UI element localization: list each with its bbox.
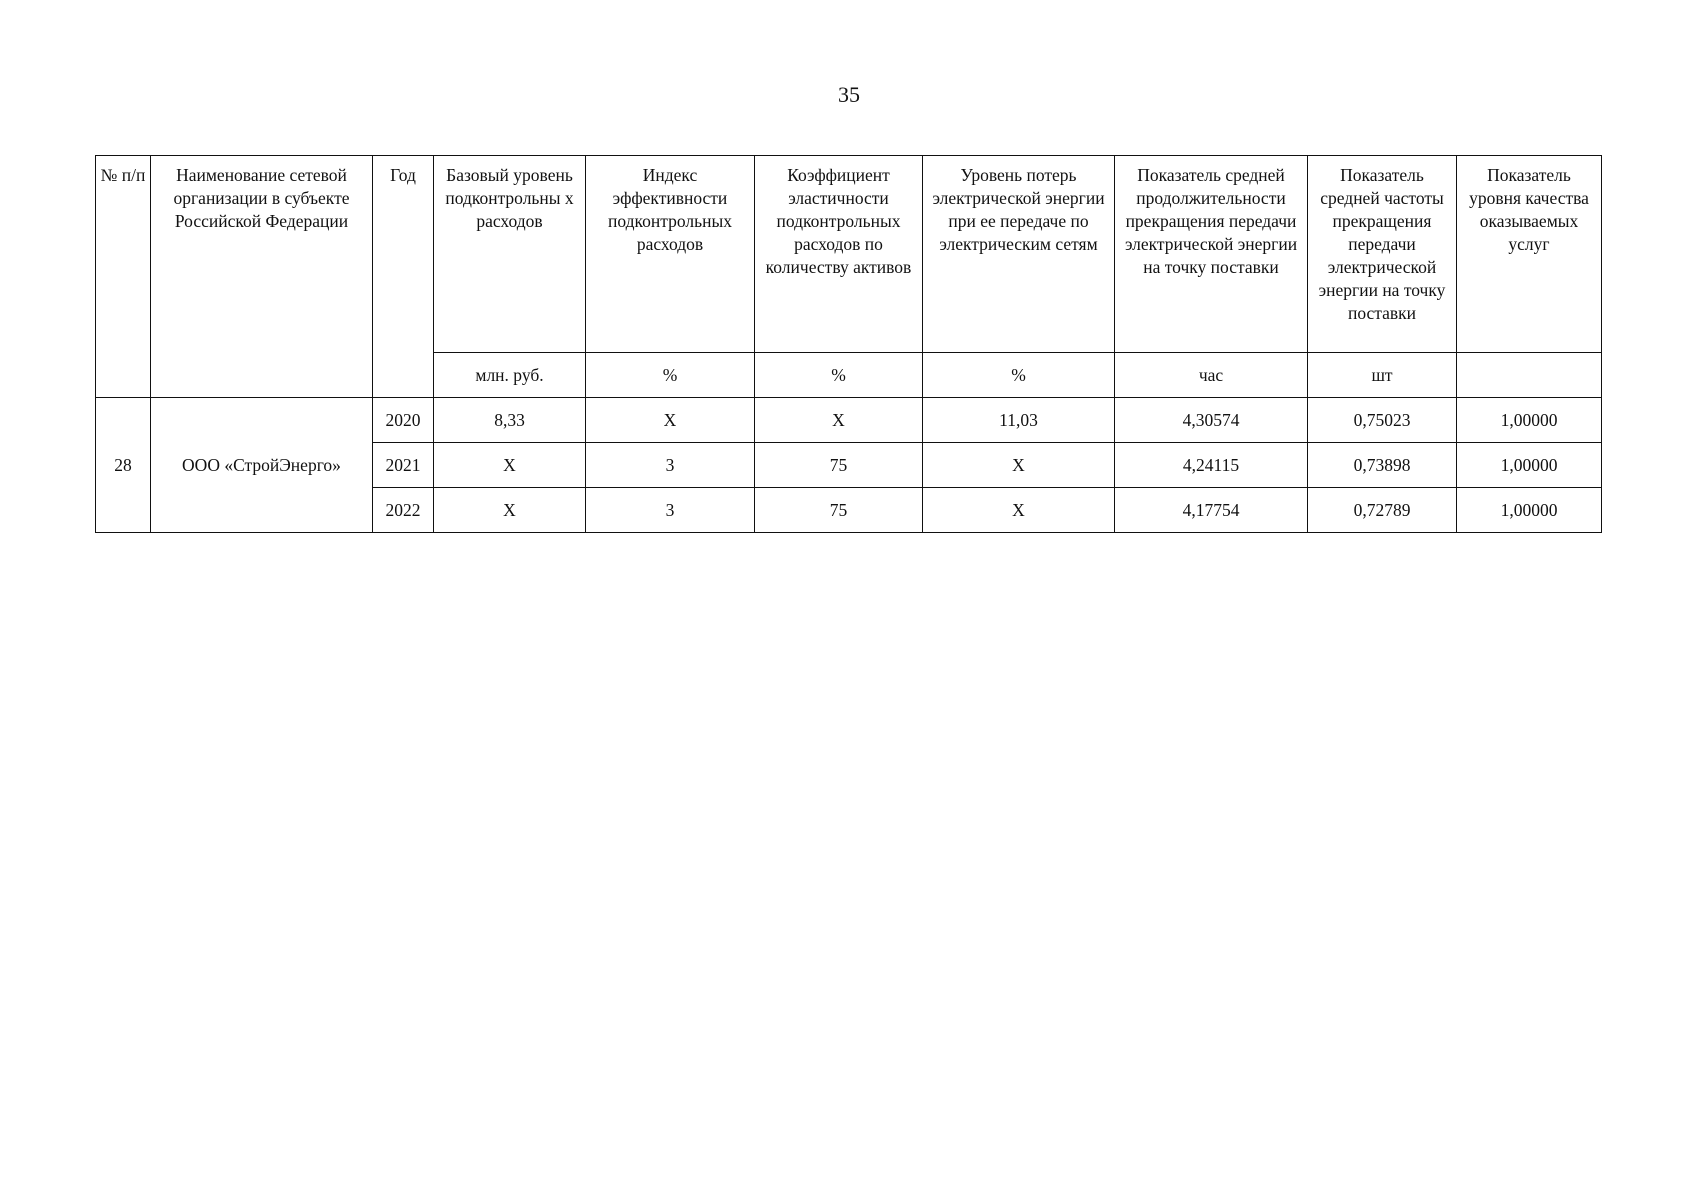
cell-base-costs: 8,33 xyxy=(434,398,586,443)
page-number: 35 xyxy=(838,82,860,107)
unit-elasticity: % xyxy=(755,353,923,398)
cell-elasticity: X xyxy=(755,398,923,443)
cell-avg-frequency: 0,72789 xyxy=(1308,488,1457,533)
cell-elasticity: 75 xyxy=(755,488,923,533)
unit-avg-frequency: шт xyxy=(1308,353,1457,398)
header-efficiency-index: Индекс эффективности подконтрольных расходов xyxy=(586,156,755,353)
unit-efficiency-index: % xyxy=(586,353,755,398)
table-row xyxy=(96,398,1602,443)
cell-avg-duration: 4,24115 xyxy=(1115,443,1308,488)
unit-avg-duration: час xyxy=(1115,353,1308,398)
cell-quality-level: 1,00000 xyxy=(1457,398,1602,443)
header-number: № п/п xyxy=(96,156,151,398)
table-header-row xyxy=(96,156,1602,353)
header-quality-level: Показатель уровня качества оказываемых услуг xyxy=(1457,156,1602,353)
cell-quality-level: 1,00000 xyxy=(1457,488,1602,533)
cell-year: 2022 xyxy=(373,488,434,533)
cell-base-costs: X xyxy=(434,488,586,533)
unit-quality-level xyxy=(1457,353,1602,398)
cell-losses: 11,03 xyxy=(923,398,1115,443)
header-avg-frequency: Показатель средней частоты прекращения передачи электрической энергии на точку поставки xyxy=(1308,156,1457,353)
cell-efficiency-index: 3 xyxy=(586,488,755,533)
header-losses: Уровень потерь электрической энергии при ее передаче по электрическим сетям xyxy=(923,156,1115,353)
cell-avg-duration: 4,30574 xyxy=(1115,398,1308,443)
header-elasticity: Коэффициент эластичности подконтрольных расходов по количеству активов xyxy=(755,156,923,353)
cell-avg-frequency: 0,75023 xyxy=(1308,398,1457,443)
header-organization: Наименование сетевой организации в субъекте Российской Федерации xyxy=(151,156,373,398)
unit-losses: % xyxy=(923,353,1115,398)
cell-quality-level: 1,00000 xyxy=(1457,443,1602,488)
cell-efficiency-index: 3 xyxy=(586,443,755,488)
header-base-costs: Базовый уровень подконтрольны х расходов xyxy=(434,156,586,353)
unit-base-costs: млн. руб. xyxy=(434,353,586,398)
cell-year: 2021 xyxy=(373,443,434,488)
cell-losses: X xyxy=(923,443,1115,488)
cell-base-costs: X xyxy=(434,443,586,488)
cell-efficiency-index: X xyxy=(586,398,755,443)
entry-organization: ООО «СтройЭнерго» xyxy=(151,398,373,533)
cell-avg-duration: 4,17754 xyxy=(1115,488,1308,533)
cell-elasticity: 75 xyxy=(755,443,923,488)
header-year: Год xyxy=(373,156,434,398)
entry-number: 28 xyxy=(96,398,151,533)
cell-year: 2020 xyxy=(373,398,434,443)
cell-losses: X xyxy=(923,488,1115,533)
tariff-indicators-table xyxy=(95,155,1602,533)
header-avg-duration: Показатель средней продолжительности прекращения передачи электрической энергии на точку поставки xyxy=(1115,156,1308,353)
cell-avg-frequency: 0,73898 xyxy=(1308,443,1457,488)
